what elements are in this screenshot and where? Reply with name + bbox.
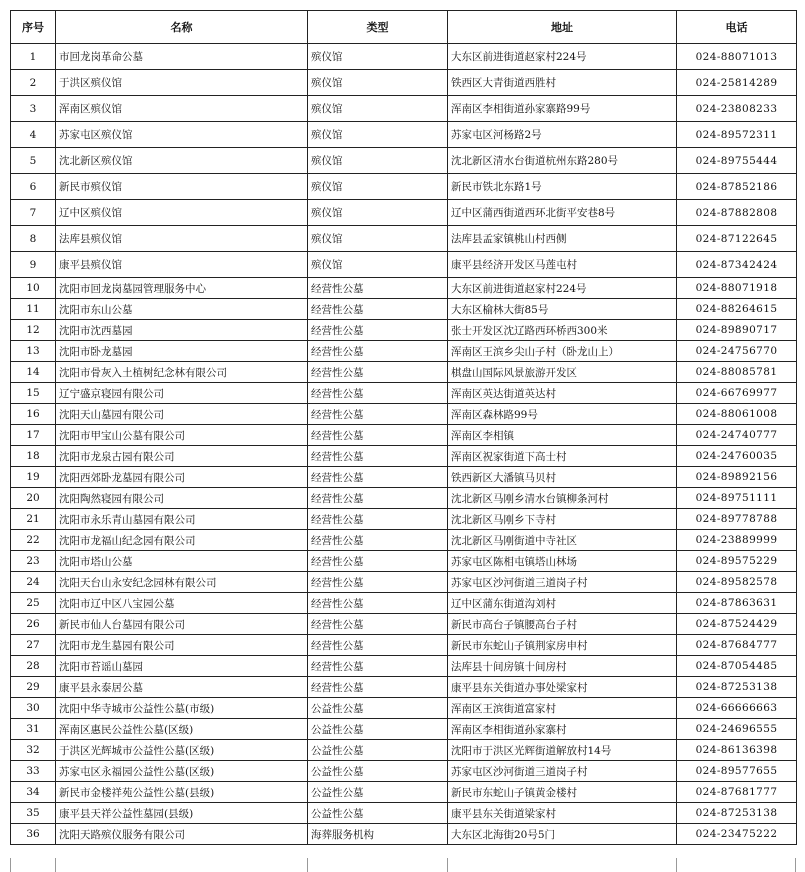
cell-name: 沈阳天路殡仪服务有限公司 (56, 824, 308, 845)
table-continuation (10, 858, 796, 872)
cell-name: 沈北新区殡仪馆 (56, 148, 308, 174)
cell-name: 沈阳中华寺城市公益性公墓(市级) (56, 698, 308, 719)
cell-no: 5 (11, 148, 56, 174)
cell-name: 法库县殡仪馆 (56, 226, 308, 252)
table-row (11, 761, 797, 782)
cell-no: 4 (11, 122, 56, 148)
cell-no: 19 (11, 467, 56, 488)
cell-address: 新民市高台子镇腰高台子村 (448, 614, 677, 635)
cell-no: 6 (11, 174, 56, 200)
cell-address: 浑南区李相街道孙家寨路99号 (448, 96, 677, 122)
cell-no: 27 (11, 635, 56, 656)
cell-phone: 024-89755444 (677, 148, 797, 174)
cell-name: 沈阳市东山公墓 (56, 299, 308, 320)
cell-name: 市回龙岗革命公墓 (56, 44, 308, 70)
cell-type: 经营性公墓 (308, 467, 448, 488)
cell-type: 殡仪馆 (308, 226, 448, 252)
table-row (11, 299, 797, 320)
cell-type: 公益性公墓 (308, 782, 448, 803)
cell-phone: 024-89751111 (677, 488, 797, 509)
cell-address: 苏家屯区陈相屯镇塔山林场 (448, 551, 677, 572)
cell-type: 经营性公墓 (308, 362, 448, 383)
cell-no: 3 (11, 96, 56, 122)
cell-name: 苏家屯区永福园公益性公墓(区级) (56, 761, 308, 782)
cell-phone: 024-86136398 (677, 740, 797, 761)
cell-phone: 024-87882808 (677, 200, 797, 226)
cell-no: 31 (11, 719, 56, 740)
cell-phone: 024-24696555 (677, 719, 797, 740)
cell-name: 沈阳市骨灰入土植树纪念林有限公司 (56, 362, 308, 383)
cell-phone: 024-88061008 (677, 404, 797, 425)
cell-address: 沈北新区清水台街道杭州东路280号 (448, 148, 677, 174)
cell-name: 沈阳市龙泉古园有限公司 (56, 446, 308, 467)
cell-address: 法库县十间房镇十间房村 (448, 656, 677, 677)
table-header-row (11, 11, 797, 44)
cell-address: 新民市东蛇山子镇黄金楼村 (448, 782, 677, 803)
cell-type: 经营性公墓 (308, 656, 448, 677)
cell-address: 棋盘山国际风景旅游开发区 (448, 362, 677, 383)
cell-name: 沈阳西郊卧龙墓园有限公司 (56, 467, 308, 488)
cell-type: 经营性公墓 (308, 677, 448, 698)
cell-name: 浑南区殡仪馆 (56, 96, 308, 122)
table-row (11, 446, 797, 467)
cell-address: 沈北新区马刚乡清水台镇柳条河村 (448, 488, 677, 509)
cell-name: 于洪区殡仪馆 (56, 70, 308, 96)
header-address: 地址 (448, 11, 677, 44)
cell-address: 浑南区李相街道孙家寨村 (448, 719, 677, 740)
cell-name: 康平县殡仪馆 (56, 252, 308, 278)
cell-address: 康平县东关街道办事处梁家村 (448, 677, 677, 698)
cell-name: 沈阳市卧龙墓园 (56, 341, 308, 362)
cell-type: 公益性公墓 (308, 698, 448, 719)
table-row (11, 509, 797, 530)
cell-no: 2 (11, 70, 56, 96)
funeral-facility-table (10, 10, 797, 845)
table-row (11, 719, 797, 740)
header-no: 序号 (11, 11, 56, 44)
cell-address: 浑南区森林路99号 (448, 404, 677, 425)
cell-no: 13 (11, 341, 56, 362)
table-row (11, 698, 797, 719)
table-row (11, 362, 797, 383)
table-row (11, 404, 797, 425)
table-body (11, 44, 797, 845)
cell-phone: 024-88264615 (677, 299, 797, 320)
cell-type: 经营性公墓 (308, 425, 448, 446)
cell-phone: 024-88071918 (677, 278, 797, 299)
cell-name: 沈阳市永乐青山墓园有限公司 (56, 509, 308, 530)
cell-no: 22 (11, 530, 56, 551)
cell-no: 16 (11, 404, 56, 425)
table-row (11, 782, 797, 803)
header-phone: 电话 (677, 11, 797, 44)
cell-type: 经营性公墓 (308, 383, 448, 404)
cell-type: 殡仪馆 (308, 70, 448, 96)
cell-address: 法库县孟家镇桃山村西侧 (448, 226, 677, 252)
cell-phone: 024-89778788 (677, 509, 797, 530)
cell-no: 9 (11, 252, 56, 278)
table-row (11, 174, 797, 200)
table-row (11, 593, 797, 614)
cell-phone: 024-89582578 (677, 572, 797, 593)
table-row (11, 614, 797, 635)
cell-no: 30 (11, 698, 56, 719)
cell-phone: 024-24760035 (677, 446, 797, 467)
cell-phone: 024-87863631 (677, 593, 797, 614)
cell-address: 大东区前进街道赵家村224号 (448, 44, 677, 70)
cell-phone: 024-87342424 (677, 252, 797, 278)
cell-type: 殡仪馆 (308, 252, 448, 278)
cell-type: 殡仪馆 (308, 174, 448, 200)
cell-phone: 024-24756770 (677, 341, 797, 362)
cell-name: 沈阳陶然寝园有限公司 (56, 488, 308, 509)
cell-address: 张士开发区沈辽路西环桥西300米 (448, 320, 677, 341)
cell-name: 新民市仙人台墓园有限公司 (56, 614, 308, 635)
cell-no: 8 (11, 226, 56, 252)
table-row (11, 425, 797, 446)
cell-type: 经营性公墓 (308, 320, 448, 341)
header-name: 名称 (56, 11, 308, 44)
cell-name: 沈阳市龙生墓园有限公司 (56, 635, 308, 656)
cell-type: 经营性公墓 (308, 341, 448, 362)
cell-type: 经营性公墓 (308, 572, 448, 593)
cell-no: 12 (11, 320, 56, 341)
cell-phone: 024-87524429 (677, 614, 797, 635)
cell-phone: 024-88071013 (677, 44, 797, 70)
cell-phone: 024-89572311 (677, 122, 797, 148)
cell-address: 浑南区王滨乡尖山子村（卧龙山上） (448, 341, 677, 362)
cell-address: 辽中区蒲西街道西环北街平安巷8号 (448, 200, 677, 226)
table-row (11, 488, 797, 509)
cell-no: 1 (11, 44, 56, 70)
cell-address: 浑南区英达街道英达村 (448, 383, 677, 404)
cell-phone: 024-89892156 (677, 467, 797, 488)
table-row (11, 200, 797, 226)
cell-type: 经营性公墓 (308, 614, 448, 635)
cell-no: 32 (11, 740, 56, 761)
table-row (11, 803, 797, 824)
cell-address: 浑南区祝家街道下高士村 (448, 446, 677, 467)
cell-phone: 024-88085781 (677, 362, 797, 383)
cell-name: 沈阳天山墓园有限公司 (56, 404, 308, 425)
cell-address: 大东区前进街道赵家村224号 (448, 278, 677, 299)
table-row (11, 467, 797, 488)
cell-phone: 024-87122645 (677, 226, 797, 252)
cell-type: 经营性公墓 (308, 278, 448, 299)
cell-phone: 024-23889999 (677, 530, 797, 551)
cell-no: 23 (11, 551, 56, 572)
cell-no: 35 (11, 803, 56, 824)
cell-no: 7 (11, 200, 56, 226)
cell-address: 铁西新区大潘镇马贝村 (448, 467, 677, 488)
cell-no: 33 (11, 761, 56, 782)
cell-type: 经营性公墓 (308, 509, 448, 530)
cell-no: 21 (11, 509, 56, 530)
cell-type: 经营性公墓 (308, 530, 448, 551)
cell-address: 苏家屯区沙河街道三道岗子村 (448, 572, 677, 593)
cell-name: 沈阳市沈西墓园 (56, 320, 308, 341)
cell-address: 浑南区王滨街道富家村 (448, 698, 677, 719)
cell-phone: 024-87681777 (677, 782, 797, 803)
table-row (11, 252, 797, 278)
cell-address: 沈阳市于洪区光辉街道解放村14号 (448, 740, 677, 761)
cell-type: 公益性公墓 (308, 719, 448, 740)
cell-no: 14 (11, 362, 56, 383)
table-row (11, 551, 797, 572)
cell-phone: 024-23475222 (677, 824, 797, 845)
cell-name: 沈阳市塔山公墓 (56, 551, 308, 572)
cell-name: 沈阳市辽中区八宝园公墓 (56, 593, 308, 614)
cell-type: 殡仪馆 (308, 122, 448, 148)
cell-name: 沈阳市回龙岗墓园管理服务中心 (56, 278, 308, 299)
cell-address: 辽中区蒲东街道沟刘村 (448, 593, 677, 614)
cell-address: 苏家屯区沙河街道三道岗子村 (448, 761, 677, 782)
cell-type: 经营性公墓 (308, 551, 448, 572)
cell-address: 大东区榆林大街85号 (448, 299, 677, 320)
table-row (11, 824, 797, 845)
cell-name: 沈阳市甲宝山公墓有限公司 (56, 425, 308, 446)
cell-type: 经营性公墓 (308, 635, 448, 656)
cell-address: 苏家屯区河杨路2号 (448, 122, 677, 148)
cell-type: 公益性公墓 (308, 740, 448, 761)
cell-address: 康平县经济开发区马莲屯村 (448, 252, 677, 278)
cell-type: 殡仪馆 (308, 44, 448, 70)
cell-no: 20 (11, 488, 56, 509)
table-row (11, 96, 797, 122)
cell-address: 康平县东关街道梁家村 (448, 803, 677, 824)
table-row (11, 530, 797, 551)
table-row (11, 320, 797, 341)
cell-phone: 024-87852186 (677, 174, 797, 200)
cell-address: 沈北新区马刚乡下寺村 (448, 509, 677, 530)
header-type: 类型 (308, 11, 448, 44)
table-row (11, 226, 797, 252)
table-row (11, 656, 797, 677)
cell-no: 15 (11, 383, 56, 404)
cell-name: 于洪区光辉城市公益性公墓(区级) (56, 740, 308, 761)
cell-address: 新民市东蛇山子镇荆家房申村 (448, 635, 677, 656)
cell-no: 18 (11, 446, 56, 467)
cell-phone: 024-25814289 (677, 70, 797, 96)
cell-phone: 024-66666663 (677, 698, 797, 719)
table-row (11, 44, 797, 70)
cell-name: 康平县天祥公益性墓园(县级) (56, 803, 308, 824)
cell-phone: 024-87253138 (677, 677, 797, 698)
table-row (11, 70, 797, 96)
cell-no: 26 (11, 614, 56, 635)
cell-address: 新民市铁北东路1号 (448, 174, 677, 200)
cell-phone: 024-89575229 (677, 551, 797, 572)
cell-type: 经营性公墓 (308, 404, 448, 425)
table-row (11, 635, 797, 656)
cell-phone: 024-89890717 (677, 320, 797, 341)
cell-address: 大东区北海街20号5门 (448, 824, 677, 845)
table-row (11, 341, 797, 362)
cell-phone: 024-66769977 (677, 383, 797, 404)
cell-phone: 024-23808233 (677, 96, 797, 122)
cell-type: 殡仪馆 (308, 96, 448, 122)
cell-name: 辽宁盛京寝园有限公司 (56, 383, 308, 404)
cell-name: 苏家屯区殡仪馆 (56, 122, 308, 148)
cell-no: 36 (11, 824, 56, 845)
cell-no: 17 (11, 425, 56, 446)
cell-name: 沈阳市苔谣山墓园 (56, 656, 308, 677)
table-row (11, 572, 797, 593)
cell-no: 34 (11, 782, 56, 803)
cell-no: 24 (11, 572, 56, 593)
cell-phone: 024-89577655 (677, 761, 797, 782)
cell-name: 新民市殡仪馆 (56, 174, 308, 200)
cell-type: 经营性公墓 (308, 593, 448, 614)
cell-type: 殡仪馆 (308, 200, 448, 226)
cell-no: 11 (11, 299, 56, 320)
cell-type: 经营性公墓 (308, 446, 448, 467)
cell-no: 25 (11, 593, 56, 614)
cell-type: 经营性公墓 (308, 299, 448, 320)
cell-address: 铁西区大青街道西胜村 (448, 70, 677, 96)
cell-type: 公益性公墓 (308, 761, 448, 782)
cell-phone: 024-87054485 (677, 656, 797, 677)
cell-name: 沈阳市龙福山纪念园有限公司 (56, 530, 308, 551)
cell-name: 康平县永泰居公墓 (56, 677, 308, 698)
cell-type: 殡仪馆 (308, 148, 448, 174)
cell-name: 辽中区殡仪馆 (56, 200, 308, 226)
cell-type: 公益性公墓 (308, 803, 448, 824)
cell-type: 经营性公墓 (308, 488, 448, 509)
table-row (11, 383, 797, 404)
cell-phone: 024-87253138 (677, 803, 797, 824)
table-row (11, 122, 797, 148)
table-row (11, 148, 797, 174)
cell-no: 29 (11, 677, 56, 698)
table-row (11, 740, 797, 761)
cell-no: 28 (11, 656, 56, 677)
cell-name: 沈阳天台山永安纪念园林有限公司 (56, 572, 308, 593)
cell-address: 浑南区李相镇 (448, 425, 677, 446)
table-row (11, 278, 797, 299)
cell-phone: 024-87684777 (677, 635, 797, 656)
cell-name: 浑南区惠民公益性公墓(区级) (56, 719, 308, 740)
cell-no: 10 (11, 278, 56, 299)
cell-phone: 024-24740777 (677, 425, 797, 446)
cell-address: 沈北新区马刚街道中寺社区 (448, 530, 677, 551)
cell-name: 新民市金楼祥苑公益性公墓(县级) (56, 782, 308, 803)
table-row (11, 677, 797, 698)
cell-type: 海葬服务机构 (308, 824, 448, 845)
